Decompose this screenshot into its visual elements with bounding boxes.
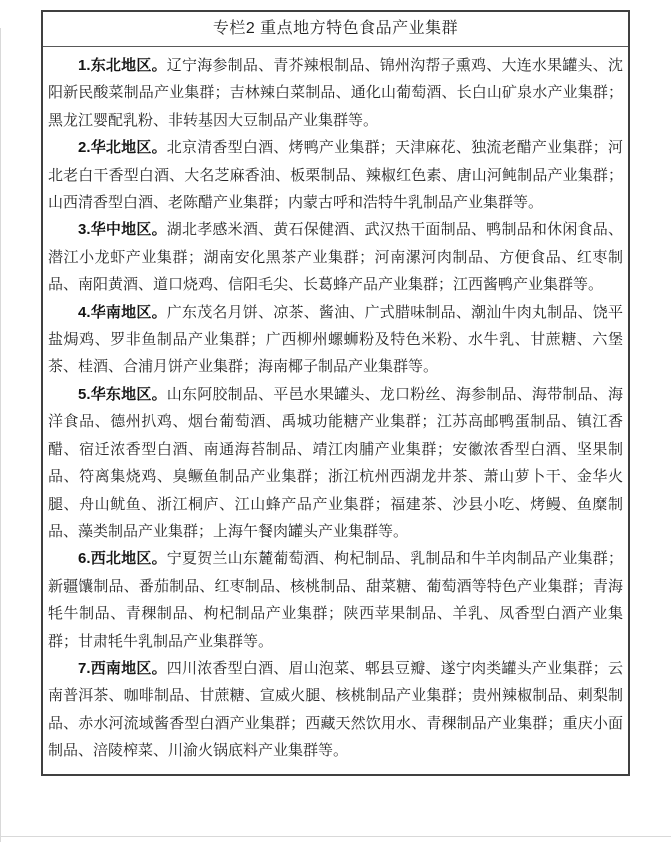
box-body (43, 47, 628, 774)
region-paragraph (48, 381, 623, 545)
region-label: 7.西南地区。 (78, 659, 167, 677)
box-title: 专栏2 重点地方特色食品产业集群 (43, 12, 628, 47)
region-paragraph (48, 545, 623, 655)
region-label: 5.华东地区。 (78, 385, 167, 403)
region-text: 北京清香型白酒、烤鸭产业集群；天津麻花、独流老醋产业集群；河北老白干香型白酒、大名芝麻香油、板栗制品、辣椒红色素、唐山河鲀制品产业集群；山西清香型白酒、老陈醋产业集群；内蒙古呼和浩特牛乳制品产业集群等。 (48, 139, 623, 212)
region-text: 四川浓香型白酒、眉山泡菜、郫县豆瓣、遂宁肉类罐头产业集群；云南普洱茶、咖啡制品、甘蔗糖、宣威火腿、核桃制品产业集群；贵州辣椒制品、刺梨制品、赤水河流域酱香型白酒产业集群；西藏天然饮用水、青稞制品产业集群；重庆小面制品、涪陵榨菜、川渝火锅底料产业集群等。 (48, 659, 623, 760)
region-text: 山东阿胶制品、平邑水果罐头、龙口粉丝、海参制品、海带制品、海洋食品、德州扒鸡、烟台葡萄酒、禹城功能糖产业集群；江苏高邮鸭蛋制品、镇江香醋、宿迁浓香型白酒、南通海苔制品、靖江肉脯产业集群；安徽浓香型白酒、坚果制品、符离集烧鸡、臭鳜鱼制品产业集群；浙江杭州西湖龙井茶、萧山萝卜干、金华火腿、舟山鱿鱼、浙江桐庐、江山蜂产品产业集群；福建茶、沙县小吃、烤鳗、鱼糜制品、藻类制品产业集群；上海午餐肉罐头产业集群等。 (48, 385, 623, 540)
region-paragraph (48, 216, 623, 298)
region-paragraph (48, 655, 623, 765)
page-edge-left (0, 28, 1, 842)
region-text: 湖北孝感米酒、黄石保健酒、武汉热干面制品、鸭制品和休闲食品、潜江小龙虾产业集群；湖南安化黑茶产业集群；河南漯河肉制品、方便食品、红枣制品、南阳黄酒、道口烧鸡、信阳毛尖、长葛蜂产品产业集群；江西酱鸭产业集群等。 (48, 221, 623, 294)
region-text: 广东茂名月饼、凉茶、酱油、广式腊味制品、潮汕牛肉丸制品、饶平盐焗鸡、罗非鱼制品产业集群；广西柳州螺蛳粉及特色米粉、水牛乳、甘蔗糖、六堡茶、桂酒、合浦月饼产业集群；海南椰子制品产业集群等。 (48, 303, 623, 376)
region-label: 2.华北地区。 (78, 139, 167, 157)
region-label: 3.华中地区。 (78, 221, 167, 239)
region-paragraph (48, 299, 623, 381)
region-text: 辽宁海参制品、青芥辣根制品、锦州沟帮子熏鸡、大连水果罐头、沈阳新民酸菜制品产业集群；吉林辣白菜制品、通化山葡萄酒、长白山矿泉水产业集群；黑龙江婴配乳粉、非转基因大豆制品产业集群等。 (48, 57, 623, 129)
region-label: 1.东北地区。 (78, 57, 167, 74)
page-edge-bottom (0, 836, 671, 837)
region-label: 4.华南地区。 (78, 303, 167, 321)
region-label: 6.西北地区。 (78, 550, 167, 568)
region-text: 宁夏贺兰山东麓葡萄酒、枸杞制品、乳制品和牛羊肉制品产业集群；新疆馕制品、番茄制品、红枣制品、核桃制品、甜菜糖、葡萄酒等特色产业集群；青海牦牛制品、青稞制品、枸杞制品产业集群；陕西苹果制品、羊乳、凤香型白酒产业集群；甘肃牦牛乳制品产业集群等。 (48, 550, 623, 650)
region-paragraph (48, 134, 623, 216)
region-paragraph (48, 52, 623, 134)
feature-box (41, 10, 630, 776)
